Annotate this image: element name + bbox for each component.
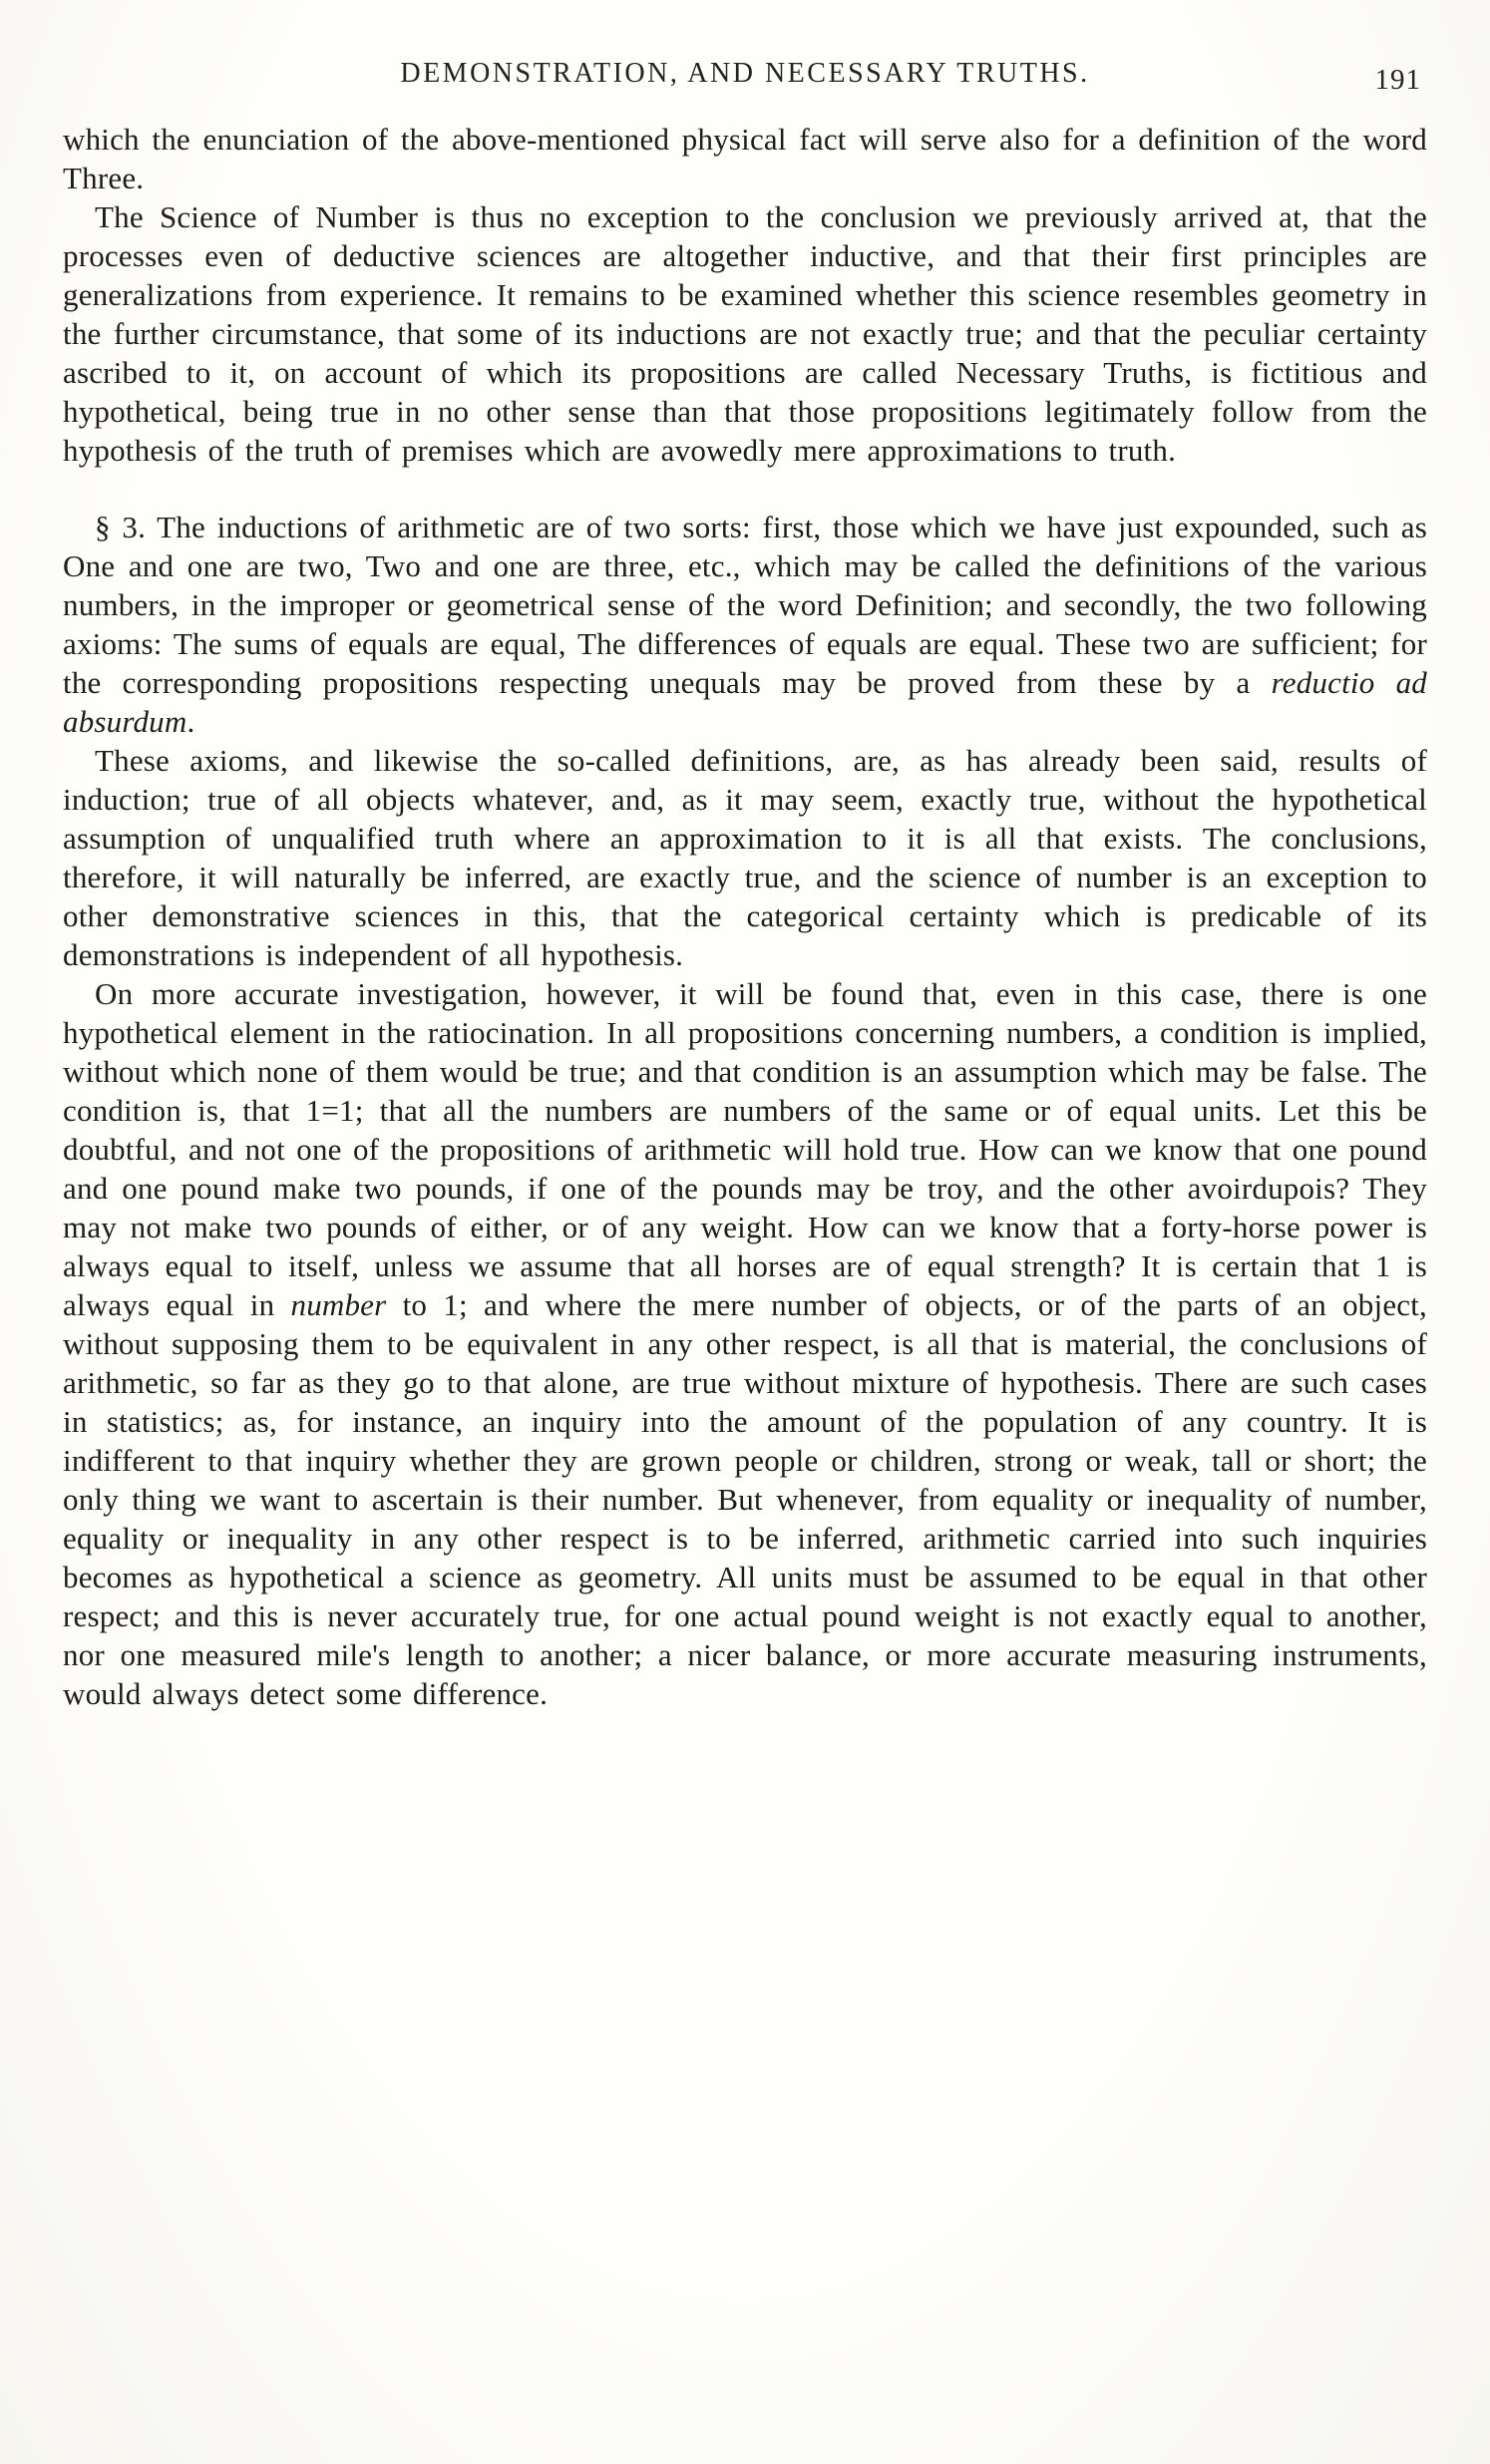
page-header (63, 58, 1427, 106)
running-head: DEMONSTRATION, AND NECESSARY TRUTHS. (400, 58, 1090, 89)
italic-text: reductio ad absurdum (63, 665, 1428, 739)
body-text: . (186, 704, 195, 739)
page-body (63, 120, 1427, 1713)
body-text: These axioms, and likewise the so-called definitions, are, as has already been said, results of induction; true of all objects whatever, and, as it may seem, exactly true, without the hypothetical assumption of unqualified truth where an approximation to it is all that exists. The conclusions, therefore, it will naturally be inferred, are exactly true, and the science of number is an exception to other demonstrative sciences in this, that the categorical certainty which is predicable of its demonstrations is independent of all hypothesis. (63, 743, 1427, 972)
italic-text: number (290, 1287, 387, 1322)
paragraph (63, 120, 1427, 197)
body-text: to 1; and where the mere number of objects, or of the parts of an object, without supposing them to be equivalent in any other respect, is all that is material, the conclusions of arithmetic, so far as they go to that alone, are true without mixture of hypothesis. There are such cases in statistics; as, for instance, an inquiry into the amount of the population of any country. It is indifferent to that inquiry whether they are grown people or children, strong or weak, tall or short; the only thing we want to ascertain is their number. But whenever, from equality or inequality of number, equality or inequality in any other respect is to be inferred, arithmetic carried into such inquiries becomes as hypothetical a science as geometry. All units must be assumed to be equal in that other respect; and this is never accurately true, for one actual pound weight is not exactly equal to another, nor one measured mile's length to another; a nicer balance, or more accurate measuring instruments, would always detect some difference. (63, 1287, 1427, 1711)
page-inner (63, 58, 1427, 1713)
paragraph (63, 741, 1427, 974)
paragraph (63, 508, 1427, 741)
body-text: § 3. The inductions of arithmetic are of two sorts: first, those which we have just expounded, such as One and one are two, Two and one are three, etc., which may be called the definitions of the various numbers, in the improper or geometrical sense of the word Definition; and secondly, the two following axioms: The sums of equals are equal, The differences of equals are equal. These two are sufficient; for the corresponding propositions respecting unequals may be proved from these by a (63, 510, 1427, 700)
paragraph (63, 974, 1427, 1713)
body-text: On more accurate investigation, however, it will be found that, even in this case, there is one hypothetical element in the ratiocination. In all propositions concerning numbers, a condition is implied, without which none of them would be true; and that condition is an assumption which may be false. The condition is, that 1=1; that all the numbers are numbers of the same or of equal units. Let this be doubtful, and not one of the propositions of arithmetic will hold true. How can we know that one pound and one pound make two pounds, if one of the pounds may be troy, and the other avoirdupois? They may not make two pounds of either, or of any weight. How can we know that a forty-horse power is always equal to itself, unless we assume that all horses are of equal strength? It is certain that 1 is always equal in (63, 976, 1427, 1322)
page-number: 191 (1374, 64, 1421, 96)
body-text: The Science of Number is thus no exception to the conclusion we previously arrived at, that the processes even of deductive sciences are altogether inductive, and that their first principles are generalizations from experience. It remains to be examined whether this science resembles geometry in the further circumstance, that some of its inductions are not exactly true; and that the peculiar certainty ascribed to it, on account of which its propositions are called Necessary Truths, is fictitious and hypothetical, being true in no other sense than that those propositions legitimately follow from the hypothesis of the truth of premises which are avowedly mere approximations to truth. (63, 199, 1427, 468)
body-text: which the enunciation of the above-mentioned physical fact will serve also for a definition of the word Three. (63, 122, 1427, 195)
paragraph (63, 197, 1427, 470)
